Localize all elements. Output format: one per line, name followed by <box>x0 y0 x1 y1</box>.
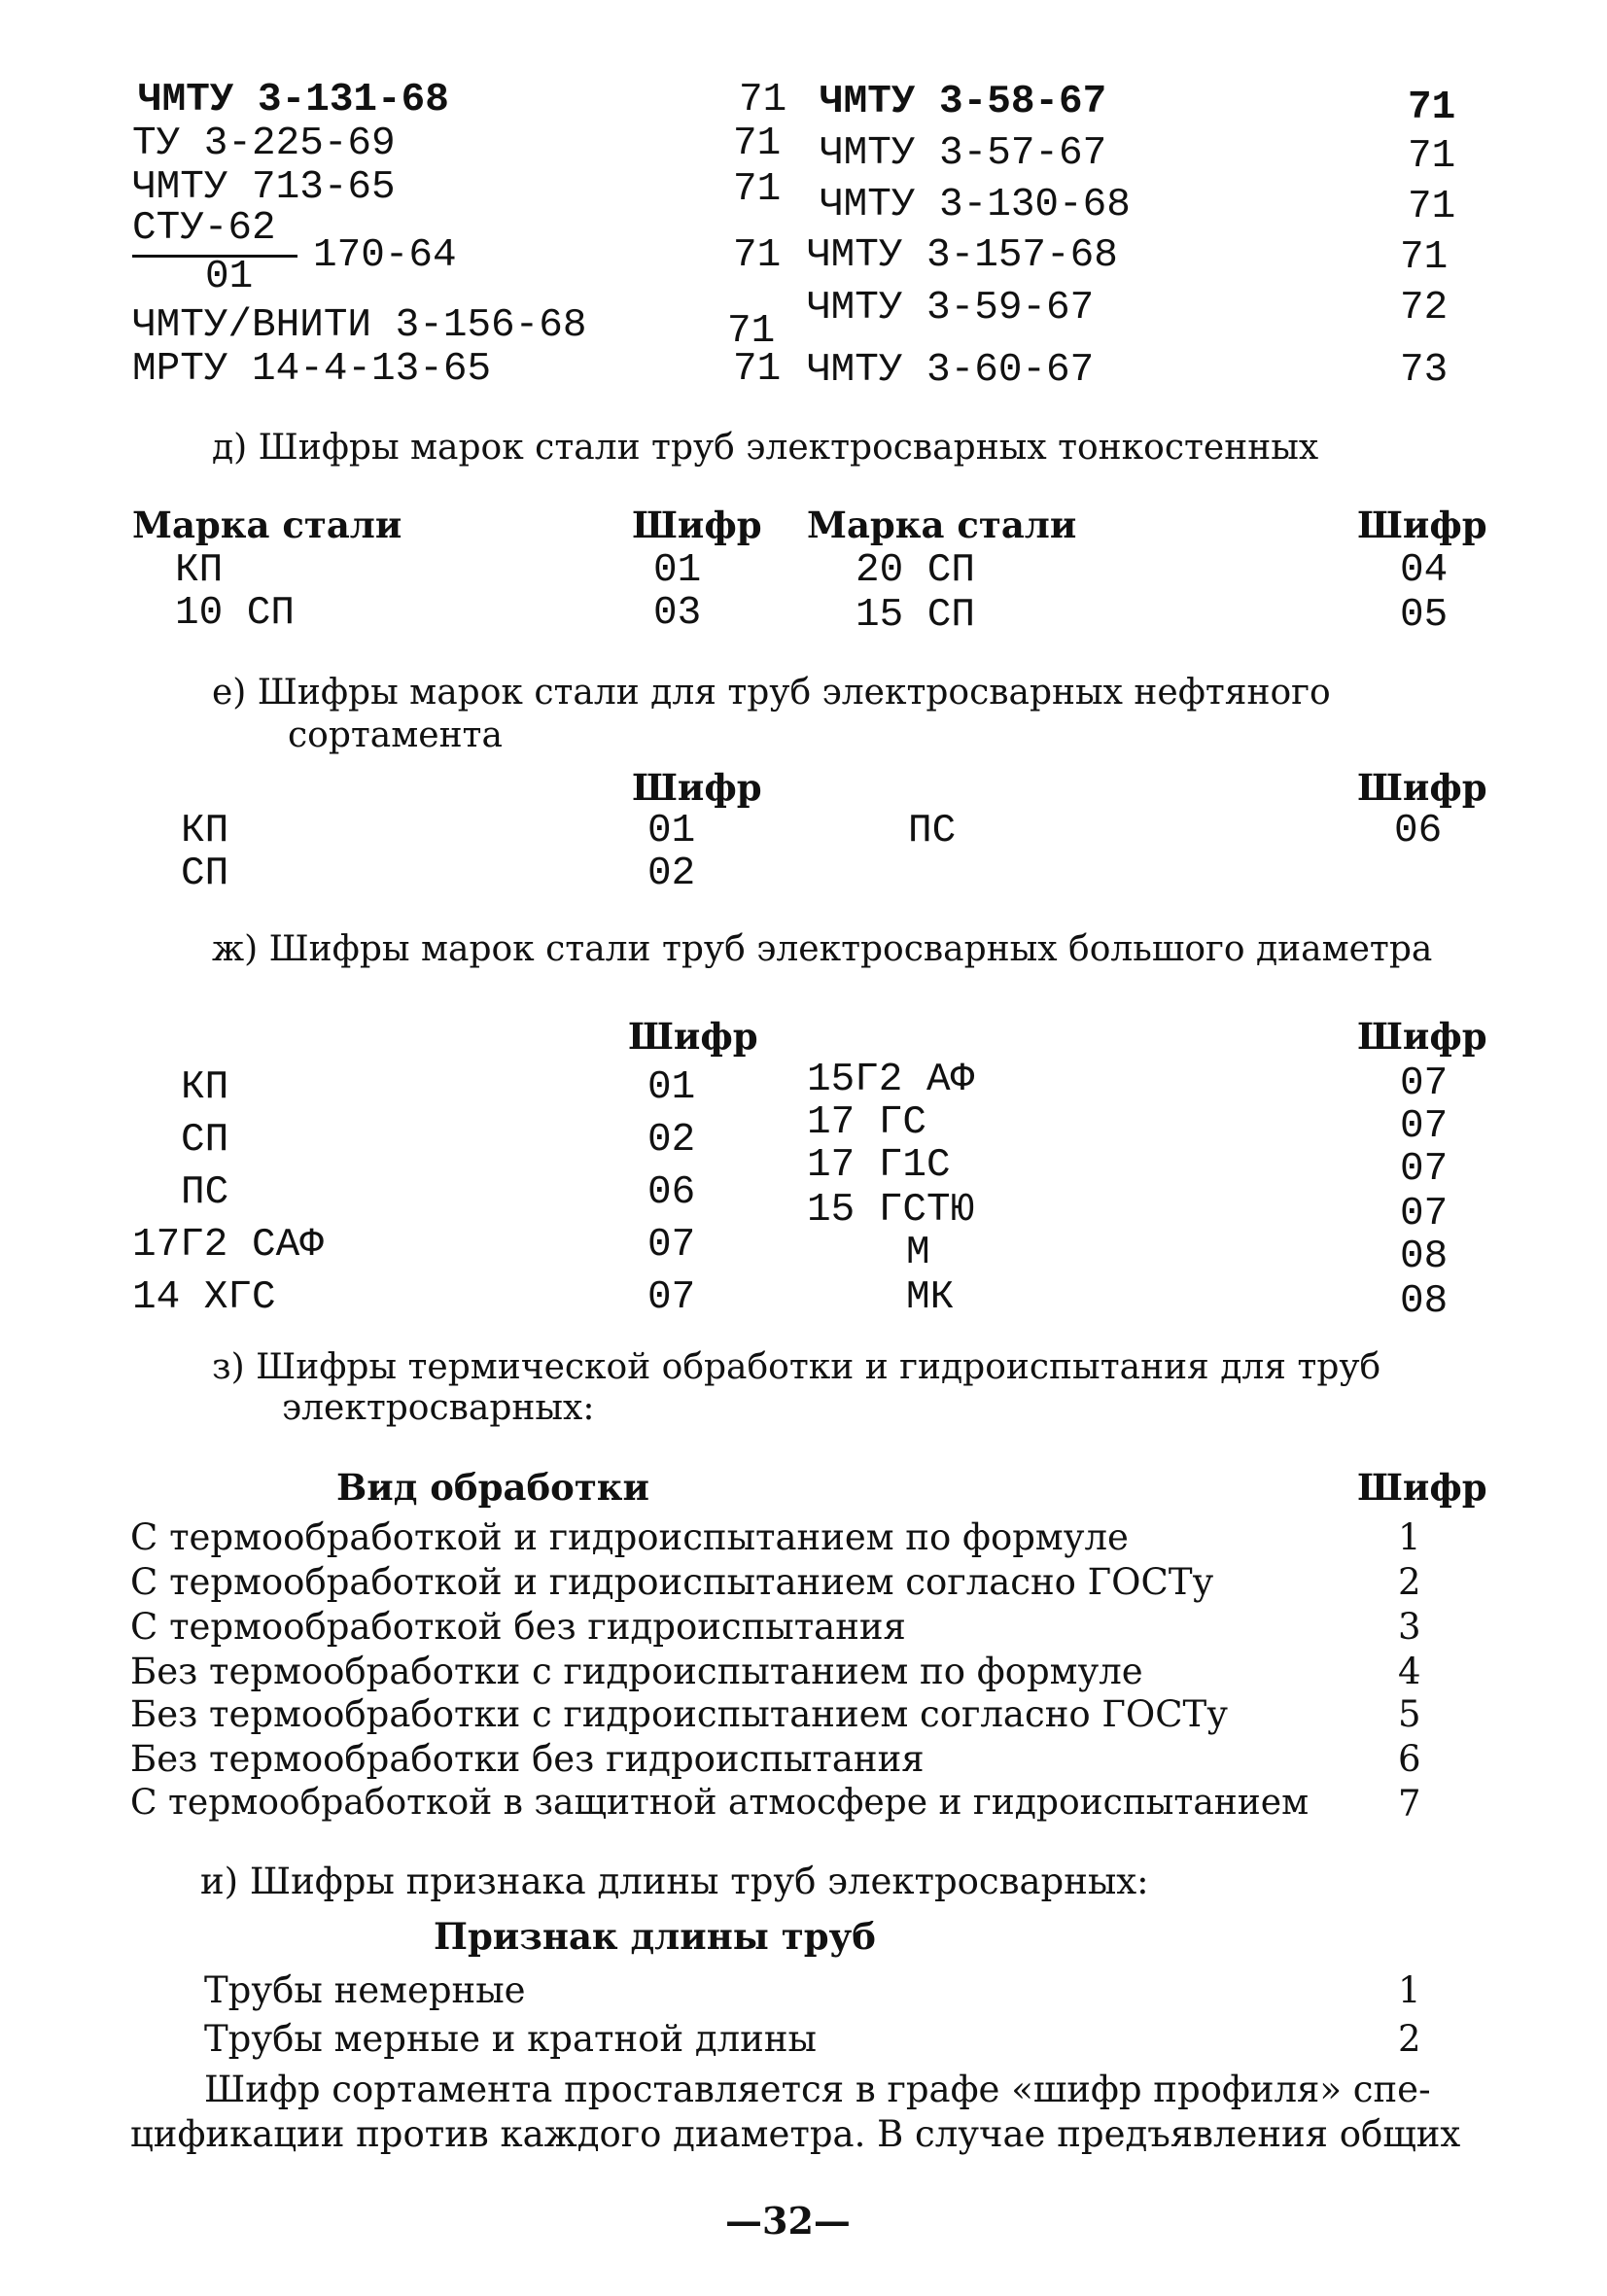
treatment-code: 1 <box>1398 1516 1421 1558</box>
steel-grade: М <box>906 1231 930 1275</box>
steel-code: 04 <box>1400 548 1449 593</box>
section-title: з) Шифры термической обработки и гидроиспытания для труб <box>212 1347 1381 1387</box>
treatment-code: 2 <box>1398 1561 1421 1603</box>
treatment-type: Без термообработки без гидроиспытания <box>130 1738 925 1780</box>
steel-grade: КП <box>181 809 229 853</box>
steel-grade: КП <box>181 1065 229 1110</box>
steel-code: 02 <box>647 1118 696 1163</box>
standard-page: 72 <box>1400 286 1449 330</box>
steel-grade: 15 СП <box>856 593 976 638</box>
standard-page: 71 <box>733 233 782 278</box>
steel-code: 07 <box>1400 1192 1449 1236</box>
treatment-type: Без термообработки с гидроиспытанием по формуле <box>130 1651 1143 1692</box>
steel-grade: МК <box>906 1275 955 1320</box>
steel-code: 03 <box>653 591 702 636</box>
steel-code: 07 <box>647 1275 696 1320</box>
steel-grade: 15 ГСТЮ <box>807 1188 975 1233</box>
steel-code: 07 <box>1400 1147 1449 1192</box>
standard-page: 71 <box>1408 134 1456 179</box>
steel-grade: ПС <box>181 1170 229 1215</box>
steel-grade: 10 СП <box>175 591 296 636</box>
page-number: —32— <box>725 2199 851 2243</box>
steel-code: 08 <box>1400 1279 1449 1324</box>
treatment-code: 3 <box>1398 1606 1421 1648</box>
fraction-denominator: 01 <box>205 255 254 299</box>
standard-page: 71 <box>1408 185 1456 229</box>
steel-code: 07 <box>1400 1104 1449 1149</box>
standard-code: ЧМТУ 3-58-67 <box>820 80 1107 124</box>
steel-code: 07 <box>1400 1061 1449 1106</box>
standard-code: ЧМТУ/ВНИТИ 3-156-68 <box>132 303 587 348</box>
standard-code: ЧМТУ 3-157-68 <box>807 233 1118 278</box>
standard-page: 73 <box>1400 348 1449 393</box>
standard-page: 71 <box>1408 86 1456 130</box>
steel-grade: ПС <box>908 809 957 853</box>
steel-code: 01 <box>653 548 702 593</box>
steel-grade: 17 ГС <box>807 1100 927 1145</box>
standard-code: ЧМТУ 3-131-68 <box>138 78 449 122</box>
treatment-type: Без термообработки с гидроиспытанием согласно ГОСТу <box>130 1693 1229 1735</box>
column-header-code: Шифр <box>1357 1015 1487 1058</box>
section-title-continued: сортамента <box>288 715 503 755</box>
column-header-code: Шифр <box>628 1015 758 1058</box>
treatment-type: С термообработкой и гидроиспытанием согласно ГОСТу <box>130 1561 1214 1603</box>
standard-page: 71 <box>739 78 787 122</box>
standard-page: 71 <box>733 347 782 392</box>
column-header-code: Шифр <box>632 766 762 809</box>
steel-grade: КП <box>175 548 224 593</box>
length-label: Трубы мерные и кратной длины <box>204 2018 817 2060</box>
column-header-length: Признак длины труб <box>434 1915 876 1958</box>
fraction-numerator: СТУ-62 <box>132 206 276 251</box>
standard-code: ЧМТУ 713-65 <box>132 165 396 210</box>
standard-page: 71 <box>733 167 782 212</box>
standard-page: 71 <box>1400 235 1449 280</box>
steel-code: 08 <box>1400 1235 1449 1279</box>
treatment-code: 6 <box>1398 1738 1421 1780</box>
standard-page: 71 <box>733 122 782 166</box>
steel-code: 06 <box>1394 809 1443 853</box>
treatment-code: 5 <box>1398 1693 1421 1735</box>
treatment-code: 7 <box>1398 1783 1421 1825</box>
column-header-grade: Марка стали <box>807 504 1077 546</box>
standard-code: ЧМТУ 3-60-67 <box>807 348 1095 393</box>
steel-grade: 17 Г1С <box>807 1143 951 1188</box>
steel-code: 05 <box>1400 593 1449 638</box>
paragraph-line: Шифр сортамента проставляется в графе «шифр профиля» спе- <box>204 2069 1431 2110</box>
column-header-code: Шифр <box>632 504 762 546</box>
standard-code: ЧМТУ 3-130-68 <box>820 183 1131 227</box>
section-title: и) Шифры признака длины труб электросварных: <box>200 1861 1149 1902</box>
steel-code: 06 <box>647 1170 696 1215</box>
treatment-type: С термообработкой без гидроиспытания <box>130 1606 906 1648</box>
column-header-code: Шифр <box>1357 1466 1487 1509</box>
standard-code: ТУ 3-225-69 <box>132 122 396 166</box>
length-code: 1 <box>1398 1969 1421 2011</box>
steel-code: 02 <box>647 852 696 896</box>
steel-grade: 17Г2 САФ <box>132 1223 324 1268</box>
column-header-code: Шифр <box>1357 504 1487 546</box>
steel-grade: СП <box>181 852 229 896</box>
length-code: 2 <box>1398 2018 1421 2060</box>
standard-code-suffix: 170-64 <box>313 233 457 278</box>
steel-grade: СП <box>181 1118 229 1163</box>
standard-page: 71 <box>727 309 776 354</box>
standard-code: МРТУ 14-4-13-65 <box>132 347 492 392</box>
treatment-type: С термообработкой в защитной атмосфере и гидроиспытанием <box>130 1783 1310 1823</box>
standard-code: ЧМТУ 3-57-67 <box>820 131 1107 176</box>
steel-grade: 20 СП <box>856 548 976 593</box>
section-title: е) Шифры марок стали для труб электросварных нефтяного <box>212 673 1331 713</box>
steel-code: 07 <box>647 1223 696 1268</box>
column-header-grade: Марка стали <box>132 504 402 546</box>
treatment-code: 4 <box>1398 1651 1421 1692</box>
standard-code: ЧМТУ 3-59-67 <box>807 286 1095 330</box>
steel-grade: 15Г2 АФ <box>807 1058 975 1102</box>
section-title: ж) Шифры марок стали труб электросварных большого диаметра <box>212 929 1433 969</box>
steel-code: 01 <box>647 1065 696 1110</box>
steel-code: 01 <box>647 809 696 853</box>
column-header-type: Вид обработки <box>336 1466 649 1509</box>
column-header-code: Шифр <box>1357 766 1487 809</box>
steel-grade: 14 ХГС <box>132 1275 276 1320</box>
treatment-type: С термообработкой и гидроиспытанием по формуле <box>130 1516 1129 1558</box>
paragraph-line: цификации против каждого диаметра. В случае предъявления общих <box>130 2113 1461 2155</box>
section-title-continued: электросварных: <box>282 1388 595 1428</box>
length-label: Трубы немерные <box>204 1969 526 2011</box>
section-title: д) Шифры марок стали труб электросварных тонкостенных <box>212 428 1319 468</box>
